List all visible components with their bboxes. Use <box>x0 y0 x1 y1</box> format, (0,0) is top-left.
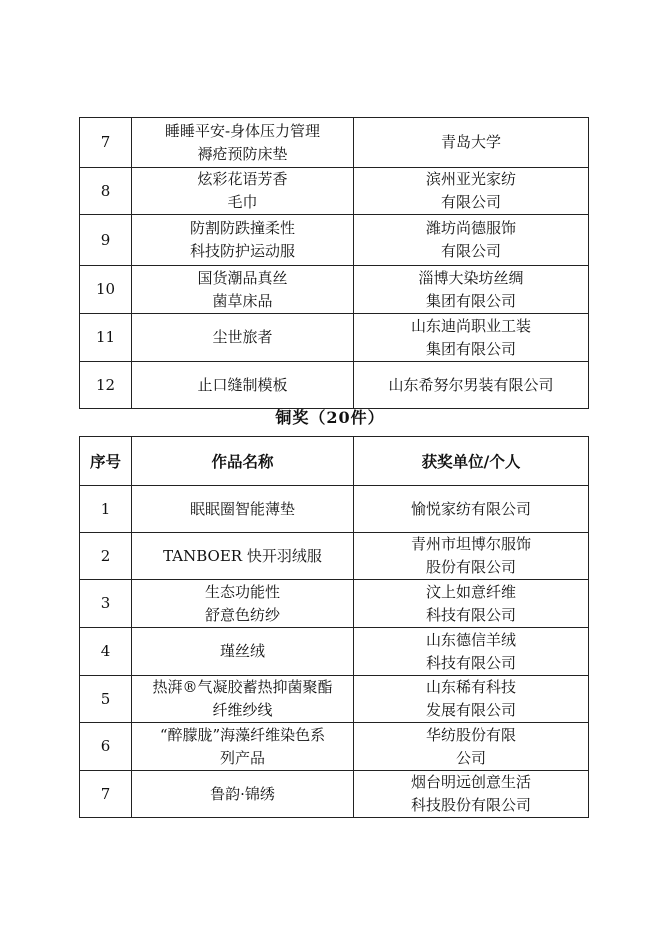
table-row <box>80 314 589 362</box>
award-unit: 淄博大染坊丝绸 集团有限公司 <box>354 266 589 314</box>
row-number: 8 <box>80 168 132 215</box>
table-row <box>80 168 589 215</box>
header-work-name: 作品名称 <box>132 437 354 486</box>
row-number: 1 <box>80 486 132 533</box>
work-name: 瑾丝绒 <box>132 628 354 676</box>
row-number: 10 <box>80 266 132 314</box>
award-unit: 滨州亚光家纺 有限公司 <box>354 168 589 215</box>
row-number: 5 <box>80 676 132 723</box>
award-unit: 青岛大学 <box>354 118 589 168</box>
table-row <box>80 486 589 533</box>
silver-award-table <box>79 117 589 409</box>
table-row <box>80 118 589 168</box>
row-number: 7 <box>80 118 132 168</box>
award-unit: 汶上如意纤维 科技有限公司 <box>354 580 589 628</box>
row-number: 4 <box>80 628 132 676</box>
row-number: 2 <box>80 533 132 580</box>
row-number: 12 <box>80 362 132 409</box>
work-name: 防割防跌撞柔性 科技防护运动服 <box>132 215 354 266</box>
work-name: 睡睡平安-身体压力管理 褥疮预防床垫 <box>132 118 354 168</box>
table-row <box>80 771 589 818</box>
table-header-row <box>80 437 589 486</box>
award-unit: 青州市坦博尔服饰 股份有限公司 <box>354 533 589 580</box>
work-name: 国货潮品真丝 菌草床品 <box>132 266 354 314</box>
table-row <box>80 628 589 676</box>
header-number: 序号 <box>80 437 132 486</box>
bronze-section-title: 铜奖（20件） <box>275 408 385 427</box>
work-name: 止口缝制模板 <box>132 362 354 409</box>
award-unit: 烟台明远创意生活 科技股份有限公司 <box>354 771 589 818</box>
award-unit: 潍坊尚德服饰 有限公司 <box>354 215 589 266</box>
table-row <box>80 215 589 266</box>
work-name: “醉朦胧”海藻纤维染色系 列产品 <box>132 723 354 771</box>
row-number: 11 <box>80 314 132 362</box>
row-number: 6 <box>80 723 132 771</box>
work-name: 热湃®气凝胶蓄热抑菌聚酯 纤维纱线 <box>132 676 354 723</box>
award-unit: 山东迪尚职业工装 集团有限公司 <box>354 314 589 362</box>
row-number: 7 <box>80 771 132 818</box>
header-award-unit: 获奖单位/个人 <box>354 437 589 486</box>
table-row <box>80 533 589 580</box>
award-unit: 华纺股份有限 公司 <box>354 723 589 771</box>
row-number: 3 <box>80 580 132 628</box>
table-row <box>80 362 589 409</box>
table-row <box>80 266 589 314</box>
work-name: 生态功能性 舒意色纺纱 <box>132 580 354 628</box>
award-unit: 愉悦家纺有限公司 <box>354 486 589 533</box>
table-row <box>80 676 589 723</box>
work-name: TANBOER 快开羽绒服 <box>132 533 354 580</box>
table-row <box>80 723 589 771</box>
table-row <box>80 580 589 628</box>
row-number: 9 <box>80 215 132 266</box>
work-name: 眠眠圈智能薄垫 <box>132 486 354 533</box>
work-name: 鲁韵·锦绣 <box>132 771 354 818</box>
award-unit: 山东稀有科技 发展有限公司 <box>354 676 589 723</box>
work-name: 尘世旅者 <box>132 314 354 362</box>
award-unit: 山东希努尔男装有限公司 <box>354 362 589 409</box>
bronze-award-table <box>79 436 589 818</box>
work-name: 炫彩花语芳香 毛巾 <box>132 168 354 215</box>
award-unit: 山东德信羊绒 科技有限公司 <box>354 628 589 676</box>
